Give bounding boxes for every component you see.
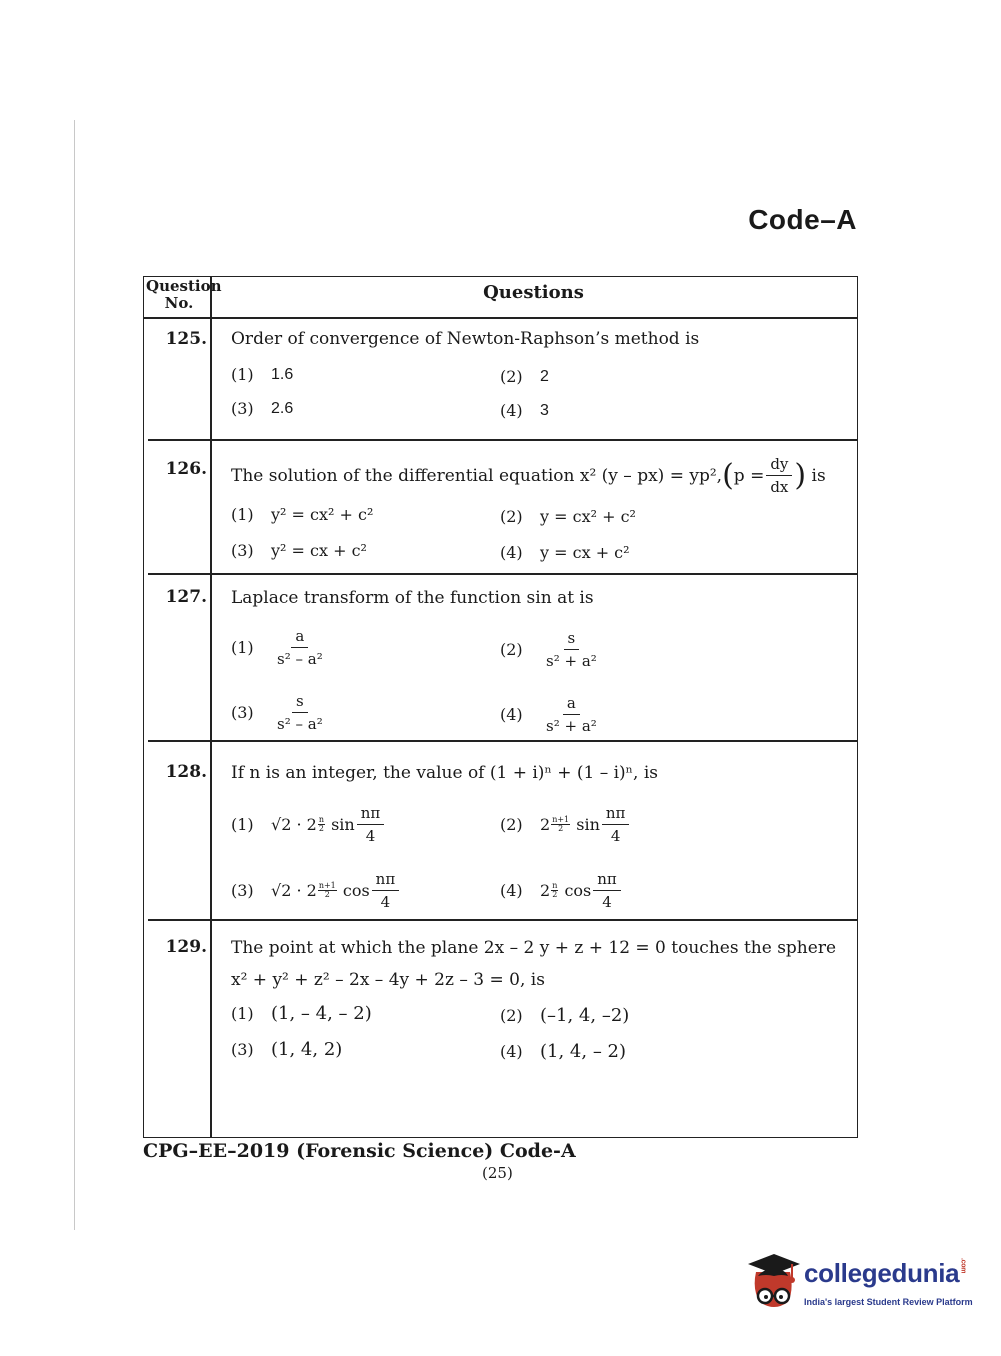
question-text: The point at which the plane 2x – 2 y + z + 12 = 0 touches the sphere (231, 938, 837, 958)
option-3: (3) $\frac{s}{\text{s² – a²}}$ (231, 692, 323, 733)
option-2: (2) y = cx² + c² (500, 507, 636, 526)
option-4: (4) y = cx + c² (500, 543, 630, 562)
option-4: (4) (1, 4, – 2) (500, 1041, 627, 1062)
logo-wordmark: collegedunia.com (804, 1258, 967, 1288)
page-number: (25) (482, 1164, 513, 1182)
option-2: (2) 2 (500, 367, 549, 386)
row-divider (148, 439, 857, 441)
footer-exam-code: CPG–EE–2019 (Forensic Science) Code-A (143, 1140, 576, 1162)
question-text-line-2: x² + y² + z² – 2x – 4y + 2z – 3 = 0, is (231, 970, 545, 990)
option-4: (4) $\frac{a}{\text{s² + a²}}$ (500, 694, 597, 735)
derivative-fraction: $\frac{dy}{dx}$ (766, 455, 792, 496)
option-2: (2) 2 $\frac{n+1}{2}$ sin $\frac{n\pi}{4}$ (500, 804, 631, 845)
option-2: (2) $\frac{s}{\text{s² + a²}}$ (500, 629, 597, 670)
page-margin-line (74, 120, 75, 1230)
question-text: Order of convergence of Newton-Raphson’s method is (231, 329, 700, 349)
option-1: (1) (1, – 4, – 2) (231, 1003, 372, 1024)
questions-table (143, 276, 858, 1138)
option-1: (1) $\frac{a}{\text{s² – a²}}$ (231, 627, 323, 668)
option-1: (1) √2 · 2 $\frac{n}{2}$ sin $\frac{n\pi}{4}$ (231, 804, 386, 845)
logo-tagline: India's largest Student Review Platform (804, 1297, 973, 1307)
option-3: (3) y² = cx + c² (231, 541, 367, 560)
column-divider (210, 277, 212, 1137)
header-questions: Questions (483, 282, 584, 303)
equation: x² (y – px) = yp², (579, 465, 723, 486)
question-text: If n is an integer, the value of (1 + i)ⁿ + (1 – i)ⁿ, is (231, 763, 658, 783)
header-divider (144, 317, 857, 319)
mascot-icon (744, 1250, 802, 1320)
option-2: (2) (–1, 4, –2) (500, 1005, 630, 1026)
option-1: (1) y² = cx² + c² (231, 505, 374, 524)
row-divider (148, 740, 857, 742)
row-divider (148, 573, 857, 575)
code-label: Code–A (748, 204, 857, 235)
header-question-no: Question No. (146, 277, 222, 312)
question-number: 127. (165, 587, 207, 607)
logo-domain: .com (959, 1258, 967, 1274)
question-text: The solution of the differential equation x² (y – px) = yp², ( p = $\frac{dy}{dx}$ ) is (231, 455, 826, 496)
option-3: (3) √2 · 2 $\frac{n+1}{2}$ cos $\frac{n\pi}{4}$ (231, 870, 401, 911)
option-4: (4) 2 $\frac{n}{2}$ cos $\frac{n\pi}{4}$ (500, 870, 623, 911)
question-number: 128. (165, 762, 207, 782)
question-text: Laplace transform of the function sin at is (231, 588, 594, 608)
option-3: (3) (1, 4, 2) (231, 1039, 343, 1060)
question-number: 129. (165, 937, 207, 957)
option-1: (1) 1.6 (231, 365, 294, 384)
collegedunia-logo[interactable] (744, 1250, 974, 1320)
option-3: (3) 2.6 (231, 399, 294, 418)
question-number: 126. (165, 459, 207, 479)
row-divider (148, 919, 857, 921)
question-number: 125. (165, 329, 207, 349)
option-4: (4) 3 (500, 401, 549, 420)
